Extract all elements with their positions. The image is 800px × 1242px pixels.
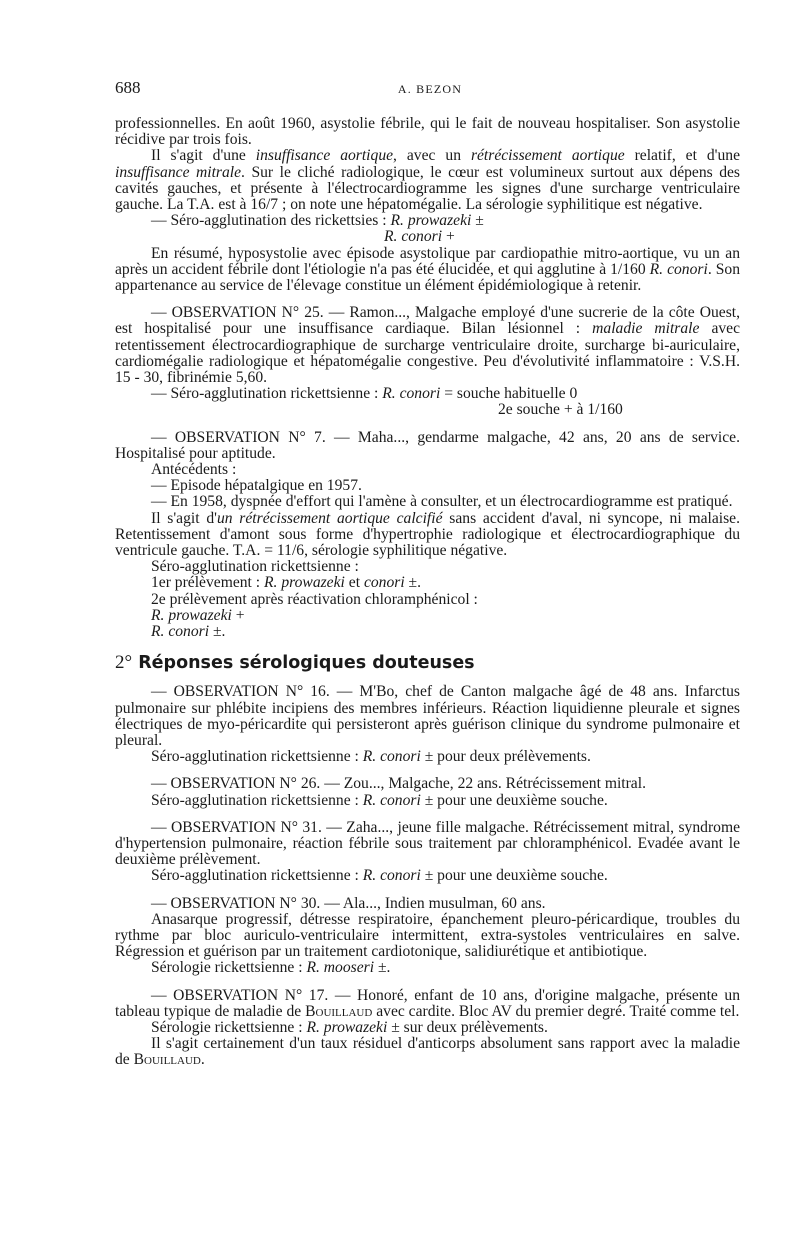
text-run: + [231,606,245,624]
paragraph [115,402,740,418]
text-run: — Episode hépatalgique en 1957. [151,477,362,495]
text-run: Séro-agglutination rickettsienne : [151,791,363,809]
paragraph-spacer [115,640,740,653]
text-run: . Sur le cliché radiologique, le cœur est volumineux surtout aux dépens des cavités gauches, et présente à l'électrocardiogramme les signes d'une surcharge ventriculaire gauche. La T.A. est à 16/7 ; on note une hépatomégalie. La sérologie syphilitique est négative. [115,163,740,214]
text-run: + [442,228,455,246]
italic-text: R. conori [151,623,210,641]
italic-text: R. prowazeki [390,212,472,230]
paragraph [115,820,740,869]
paragraph [115,575,740,591]
text-run: — Séro-agglutination des rickettsies : [151,212,391,230]
text-run: ±. [209,623,226,641]
paragraph [115,246,740,295]
italic-text: R. conori [362,867,421,885]
text-run: relatif, et d'une [624,147,741,165]
italic-text: conori [363,574,405,592]
paragraph [115,511,740,560]
paragraph [115,462,740,478]
paragraph [115,430,740,462]
italic-text: insuffisance aortique [255,147,394,165]
text-run: avec cardite. Bloc AV du premier degré. Traité comme tel. [372,1002,740,1020]
paragraph [115,116,740,148]
paragraph [115,912,740,961]
paragraph [115,896,740,912]
text-run: — OBSERVATION N° 17. — Honoré, enfant de 10 ans, d'origine malgache, présente un tableau typique de maladie de [115,986,740,1020]
text-run: ± pour une deuxième souche. [420,867,608,885]
section-heading [115,653,740,673]
italic-text: un rétrécissement aortique calcifié [216,509,443,527]
page-header [115,78,745,100]
document-body [115,116,740,1069]
paragraph [115,213,740,229]
paragraph [115,478,740,494]
text-run: , avec un [393,147,471,165]
text-run: — En 1958, dyspnée d'effort qui l'amène à consulter, et un électrocardiogramme est pratiqué. [151,493,733,511]
italic-text: insuffisance mitrale [115,163,242,181]
paragraph [115,1020,740,1036]
text-run: professionnelles. En août 1960, asystolie fébrile, qui le fait de nouveau hospitaliser. Son asystolie récidive par trois fois. [115,115,740,149]
text-run: Il s'agit certainement d'un taux résiduel d'anticorps absolument sans rapport avec la maladie de [115,1035,740,1069]
text-run: ± [471,212,484,230]
small-caps-text: Bouillaud [305,1002,373,1020]
italic-text: R. mooseri [306,959,375,977]
text-run: 2e souche + à 1/160 [498,401,623,419]
paragraph [115,960,740,976]
paragraph [115,868,740,884]
paragraph [115,592,740,608]
text-run: — OBSERVATION N° 7. — Maha..., gendarme malgache, 42 ans, 20 ans de service. Hospitalisé pour aptitude. [115,428,740,462]
italic-text: R. conori [362,748,421,766]
paragraph [115,148,740,213]
text-run: Il s'agit d' [151,509,217,527]
small-caps-text: Bouillaud [133,1051,201,1069]
text-run: Séro-agglutination rickettsienne : [151,558,359,576]
text-run: ±. [404,574,422,592]
paragraph [115,684,740,749]
text-run: — OBSERVATION N° 16. — M'Bo, chef de Canton malgache âgé de 48 ans. Infarctus pulmonaire sur phlébite incipiens des membres inférieurs. Réaction liquidienne pleurale et signes électriques de myo-péricardite qui persisteront après guérison clinique du syndrome pulmonaire et pleural. [115,683,740,749]
italic-text: R. prowazeki [264,574,345,592]
paragraph [115,1036,740,1068]
running-head-author: A. BEZON [397,82,463,96]
italic-text: R. prowazeki [151,606,232,624]
text-run: Sérologie rickettsienne : [151,959,307,977]
italic-text: R. conori [384,228,443,246]
text-run: sans accident d'aval, ni syncope, ni malaise. Retentissement d'amont sous forme d'hypertrophie radiologique et électrocardiographique du ventricule gauche. T.A. = 11/6, sérologie syphilitique négative. [115,509,740,560]
italic-text: R. prowazeki [306,1018,388,1036]
paragraph [115,776,740,792]
paragraph [115,386,740,402]
italic-text: rétrécissement aortique [470,147,625,165]
page-number: 688 [115,78,141,97]
text-run: ± pour deux prélèvements. [420,748,591,766]
paragraph [115,494,740,510]
text-run: 1er prélèvement : [151,574,265,592]
text-run: ±. [374,959,391,977]
text-run: — OBSERVATION N° 25. — Ramon..., Malgache employé d'une sucrerie de la côte Ouest, est hospitalisé pour une insuffisance cardiaque. Bilan lésionnel : [115,304,740,338]
paragraph [115,608,740,624]
text-run: ± sur deux prélèvements. [387,1018,548,1036]
paragraph [115,559,740,575]
text-run: Séro-agglutination rickettsienne : [151,867,363,885]
paragraph [115,624,740,640]
text-run: En résumé, hyposystolie avec épisode asystolique par cardiopathie mitro-aortique, vu un an après un accident fébrile dont l'étiologie n'a pas été élucidée, et qui agglutine à 1/160 [115,244,740,278]
text-run: — OBSERVATION N° 31. — Zaha..., jeune fille malgache. Rétrécissement mitral, syndrome d'hypertension pulmonaire, réaction fébrile sous traitement par chloramphénicol. Evadée avant le deuxième prélèvement. [115,818,740,869]
paragraph [115,229,740,245]
text-run: Il s'agit d'une [151,147,256,165]
text-run: . [200,1051,205,1069]
paragraph [115,305,740,386]
text-run: Sérologie rickettsienne : [151,1018,307,1036]
section-number: 2° [115,652,133,674]
text-run: Anasarque progressif, détresse respiratoire, épanchement pleuro-péricardique, troubles du rythme par bloc auriculo-ventriculaire intermittent, extra-systoles ventriculaires en salve. Régression et guérison par un traitement cardiotonique, salidiurétique et antibiotique. [115,910,740,961]
text-run: ± pour une deuxième souche. [420,791,608,809]
text-run: — OBSERVATION N° 30. — Ala..., Indien musulman, 60 ans. [151,894,546,912]
text-run: Séro-agglutination rickettsienne : [151,748,363,766]
italic-text: R. conori [649,260,708,278]
text-run: et [344,574,364,592]
text-run: — Séro-agglutination rickettsienne : [151,385,383,403]
section-title: Réponses sérologiques douteuses [138,653,475,674]
italic-text: R. conori [362,791,421,809]
text-run: . Son appartenance au service de l'élevage constitue un élément épidémiologique à retenir. [115,260,740,295]
text-run: = souche habituelle 0 [440,385,578,403]
text-run: — OBSERVATION N° 26. — Zou..., Malgache, 22 ans. Rétrécissement mitral. [151,775,646,793]
text-run: Antécédents : [151,461,237,479]
paragraph [115,749,740,765]
paragraph [115,793,740,809]
paragraph [115,988,740,1020]
italic-text: R. conori [382,385,441,403]
italic-text: maladie mitrale [592,320,700,338]
text-run: avec retentissement électrocardiographique de surcharge ventriculaire droite, surcharge bi-auriculaire, cardiomégalie radiologique et hépatomégalie congestive. Peu d'évolutivité inflammatoire : V.S.H. 15 - 30, fibrinémie 5,60. [115,320,741,387]
text-run: 2e prélèvement après réactivation chloramphénicol : [151,590,478,608]
